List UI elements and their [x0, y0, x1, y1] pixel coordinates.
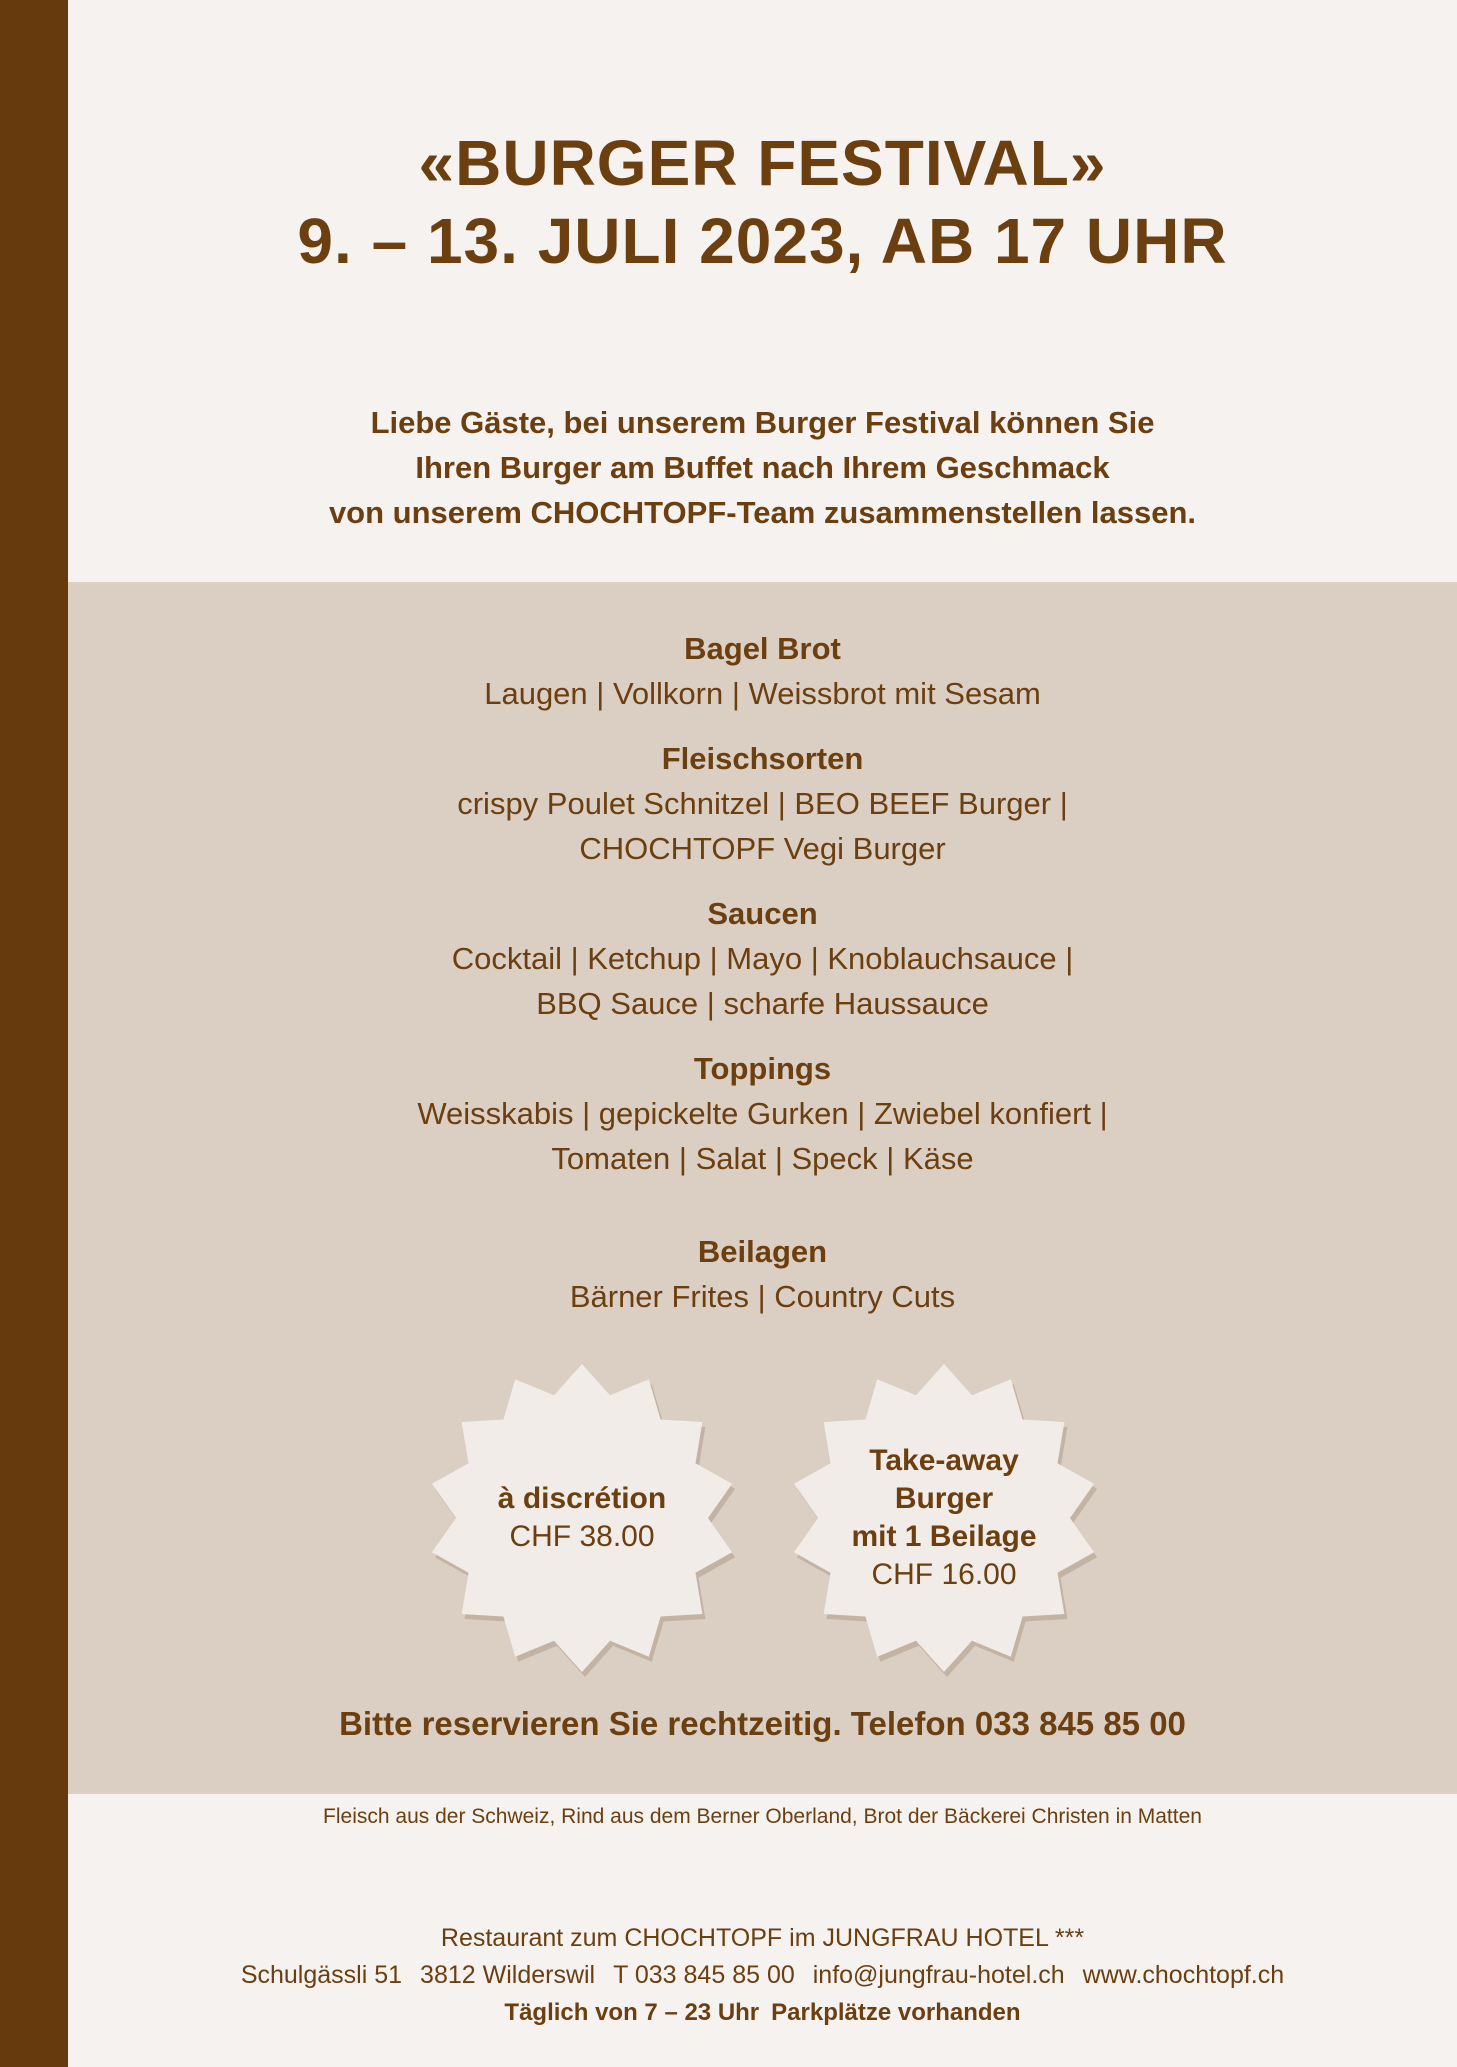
address-line	[68, 1957, 1457, 1994]
section-items: Bärner Frites | Country Cuts	[569, 1279, 956, 1314]
section-items: CHOCHTOPF Vegi Burger	[579, 831, 946, 866]
badge-label: Take-away	[869, 1444, 1019, 1477]
section-title: Bagel Brot	[684, 631, 841, 666]
section-title: Fleischsorten	[661, 741, 864, 776]
menu-section-saucen	[68, 891, 1457, 1026]
event-title-date: 9. – 13. JULI 2023, AB 17 UHR	[297, 205, 1228, 277]
section-items: BBQ Sauce | scharfe Haussauce	[536, 986, 989, 1021]
reservation-note: Bitte reservieren Sie rechtzeitig. Telefon 033 845 85 00	[339, 1705, 1186, 1742]
menu-list	[68, 626, 1457, 1339]
badge-price: CHF 38.00	[509, 1520, 655, 1553]
menu-section-toppings	[68, 1046, 1457, 1181]
intro-line: Liebe Gäste, bei unserem Burger Festival können Sie	[370, 405, 1155, 440]
menu-section-bagel-brot	[68, 626, 1457, 716]
section-items: Weisskabis | gepickelte Gurken | Zwiebel konfiert |	[417, 1096, 1108, 1131]
phone-number[interactable]: T 033 845 85 00	[613, 1961, 795, 1989]
section-title: Toppings	[693, 1051, 832, 1086]
opening-hours: Täglich von 7 – 23 Uhr	[504, 1999, 760, 2026]
section-items: crispy Poulet Schnitzel | BEO BEEF Burger |	[457, 786, 1068, 821]
section-title: Beilagen	[697, 1234, 828, 1269]
intro-line: Ihren Burger am Buffet nach Ihrem Geschmack	[415, 450, 1110, 485]
origin-footnote: Fleisch aus der Schweiz, Rind aus dem Berner Oberland, Brot der Bäckerei Christen in Matten	[323, 1805, 1202, 1828]
price-badge-discretion	[426, 1362, 738, 1674]
website-link[interactable]: www.chochtopf.ch	[1082, 1961, 1285, 1989]
badge-price: CHF 16.00	[871, 1558, 1017, 1591]
hours-line	[68, 1994, 1457, 2031]
menu-section-beilagen	[68, 1229, 1457, 1319]
intro-line: von unserem CHOCHTOPF-Team zusammenstellen lassen.	[328, 495, 1197, 530]
flyer-content	[68, 0, 1457, 2067]
badge-label: à discrétion	[497, 1482, 667, 1515]
price-badge-takeaway	[788, 1362, 1100, 1674]
restaurant-name: Restaurant zum CHOCHTOPF im JUNGFRAU HOTEL ***	[440, 1924, 1085, 1952]
menu-panel	[68, 582, 1457, 1794]
menu-section-fleischsorten	[68, 736, 1457, 871]
badge-label: mit 1 Beilage	[851, 1520, 1037, 1553]
event-title-name: «BURGER FESTIVAL»	[418, 127, 1107, 199]
intro-text	[68, 400, 1457, 535]
event-title	[68, 124, 1457, 280]
section-items: Cocktail | Ketchup | Mayo | Knoblauchsauce |	[451, 941, 1074, 976]
email-link[interactable]: info@jungfrau-hotel.ch	[812, 1961, 1065, 1989]
section-items: Tomaten | Salat | Speck | Käse	[551, 1141, 974, 1176]
section-title: Saucen	[707, 896, 818, 931]
city-address: 3812 Wilderswil	[420, 1961, 596, 1989]
side-accent-bar	[0, 0, 68, 2067]
section-items: Laugen | Vollkorn | Weissbrot mit Sesam	[484, 676, 1041, 711]
street-address: Schulgässli 51	[240, 1961, 403, 1989]
parking-info: Parkplätze vorhanden	[771, 1999, 1021, 2026]
footer-contact	[68, 1920, 1457, 2031]
badge-label: Burger	[894, 1482, 994, 1515]
